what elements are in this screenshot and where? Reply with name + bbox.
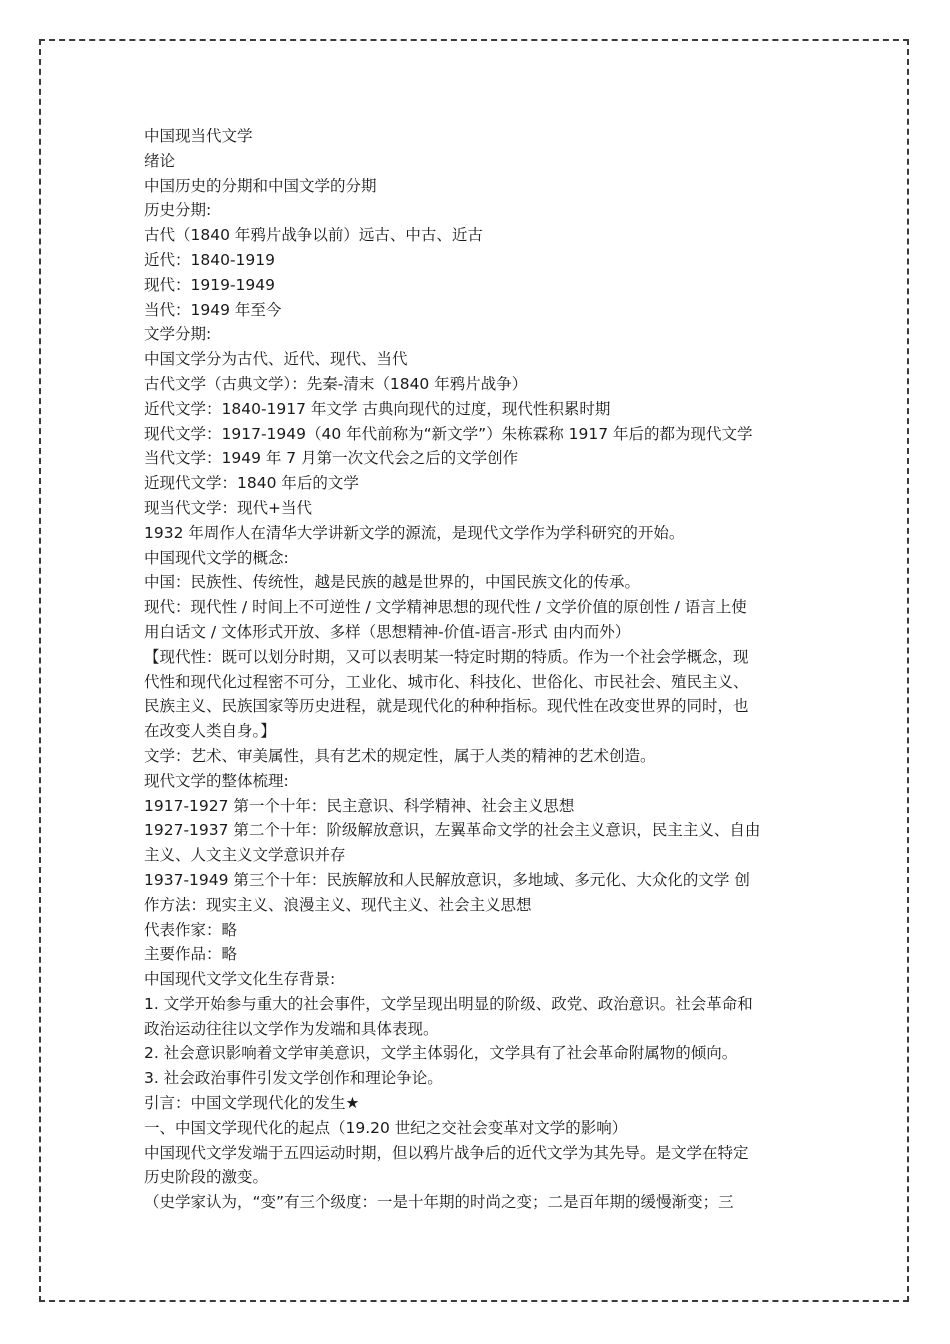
text-line: 历史阶段的激变。	[144, 1168, 269, 1187]
text-line: 1932 年周作人在清华大学讲新文学的源流，是现代文学作为学科研究的开始。	[144, 523, 685, 542]
text-line: 作方法：现实主义、浪漫主义、现代主义、社会主义思想	[144, 895, 532, 914]
text-line: 现代：现代性 / 时间上不可逆性 / 文学精神思想的现代性 / 文学价值的原创性 / 语言上使	[144, 598, 747, 617]
text-line: 现代文学的整体梳理:	[144, 771, 289, 790]
document-body	[144, 124, 806, 1215]
text-line: 古代文学（古典文学）：先秦-清末（1840 年鸦片战争）	[144, 374, 528, 393]
text-line: 中国现代文学发端于五四运动时期，但以鸦片战争后的近代文学为其先导。是文学在特定	[144, 1143, 749, 1162]
text-line: 近代：1840-1919	[144, 250, 275, 269]
text-line: 中国：民族性、传统性，越是民族的越是世界的，中国民族文化的传承。	[144, 573, 641, 592]
text-line: 一、中国文学现代化的起点（19.20 世纪之交社会变革对文学的影响）	[144, 1118, 628, 1137]
text-line: 现当代文学：现代+当代	[144, 498, 312, 517]
text-line: 民族主义、民族国家等历史进程，就是现代化的种种指标。现代性在改变世界的同时，也	[144, 697, 749, 716]
text-line: 当代文学：1949 年 7 月第一次文代会之后的文学创作	[144, 449, 519, 468]
text-line: 2. 社会意识影响着文学审美意识，文学主体弱化，文学具有了社会革命附属物的倾向。	[144, 1044, 738, 1063]
text-line: 1. 文学开始参与重大的社会事件，文学呈现出明显的阶级、政党、政治意识。社会革命和	[144, 994, 753, 1013]
text-line: 代表作家：略	[144, 920, 238, 939]
text-line: 中国文学分为古代、近代、现代、当代	[144, 350, 408, 369]
text-line: 文学：艺术、审美属性，具有艺术的规定性，属于人类的精神的艺术创造。	[144, 746, 656, 765]
text-line: 近现代文学：1840 年后的文学	[144, 474, 359, 493]
text-line: 现代文学：1917-1949（40 年代前称为“新文学”）朱栋霖称 1917 年后的都为现代文学	[144, 424, 753, 443]
text-line: 引言：中国文学现代化的发生★	[144, 1094, 360, 1113]
text-line: 政治运动往往以文学作为发端和具体表现。	[144, 1019, 439, 1038]
text-line: 近代文学：1840-1917 年文学 古典向现代的过度，现代性积累时期	[144, 399, 611, 418]
text-line: 在改变人类自身。】	[144, 722, 276, 741]
text-line: 现代：1919-1949	[144, 275, 275, 294]
text-line: 主要作品：略	[144, 945, 238, 964]
text-line: 【现代性：既可以划分时期，又可以表明某一特定时期的特质。作为一个社会学概念，现	[144, 647, 749, 666]
text-line: 1927-1937 第二个十年：阶级解放意识，左翼革命文学的社会主义意识，民主主义、自由	[144, 821, 761, 840]
text-line: 1937-1949 第三个十年：民族解放和人民解放意识，多地域、多元化、大众化的文学 创	[144, 870, 750, 889]
text-line: 当代：1949 年至今	[144, 300, 282, 319]
section-heading: 绪论	[144, 151, 176, 170]
text-line: 中国现代文学的概念:	[144, 548, 289, 567]
section-heading: 中国历史的分期和中国文学的分期	[144, 176, 377, 195]
doc-title: 中国现当代文学	[144, 127, 253, 145]
text-line: 代性和现代化过程密不可分，工业化、城市化、科技化、世俗化、市民社会、殖民主义、	[144, 672, 749, 691]
text-line: 3. 社会政治事件引发文学创作和理论争论。	[144, 1069, 443, 1088]
text-line: 古代（1840 年鸦片战争以前）远古、中古、近古	[144, 226, 483, 245]
text-line: 文学分期:	[144, 325, 212, 344]
text-line: 用白话文 / 文体形式开放、多样（思想精神-价值-语言-形式 由内而外）	[144, 622, 631, 641]
text-line: 1917-1927 第一个十年：民主意识、科学精神、社会主义思想	[144, 796, 575, 815]
text-line: （史学家认为，“变”有三个级度：一是十年期的时尚之变；二是百年期的缓慢渐变；三	[144, 1193, 734, 1212]
text-line: 历史分期:	[144, 201, 212, 220]
text-line: 主义、人文主义文学意识并存	[144, 846, 346, 865]
text-line: 中国现代文学文化生存背景:	[144, 970, 336, 989]
